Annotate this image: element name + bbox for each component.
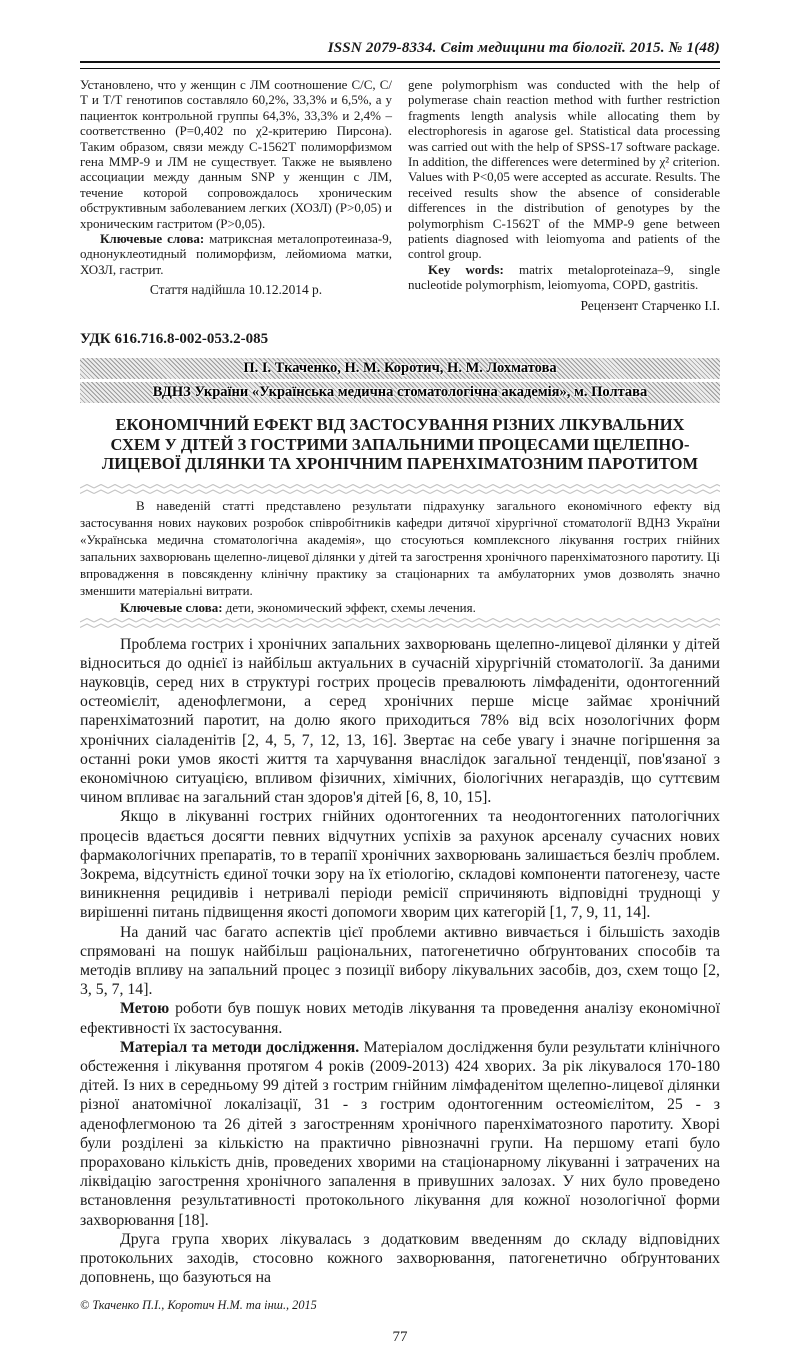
article-body [80,635,720,1288]
affiliation-line: ВДНЗ України «Українська медична стоматологічна академія», м. Полтава [80,382,720,403]
right-column-body: gene polymorphism was conducted with the help of polymerase chain reaction method with further restriction fragments length analysis while allocating them by electrophoresis in agarose gel. Statistical data processing was carried out with the help of SPSS-17 software package. In addition, the differences were determined by χ² criterion. Values with P<0,05 were accepted as accurate. Results. The received results show the absence of considerable differences in the distribution of genotypes by the polymorphism C-1562T of the MMP-9 gene between patients diagnosed with leiomyoma and patients of the control group. [408,77,720,262]
keywords-label: Key words: [428,261,504,277]
body-paragraph [80,635,720,808]
left-column-body: Установлено, что у женщин с ЛМ соотношение С/С, С/Т и Т/Т генотипов составляло 60,2%, 33,3% и 6,5%, а у пациенток контрольной группы 64,3%, 33,3% и 2,4% – соответственно (Р=0,402 по χ2-критерию Пирсона). Таким образом, связи между С-1562Т полиморфизмом гена ММР-9 и ЛМ не существует. Также не выявлено ассоциации между данным SNP у женщин с ЛМ, течение которой сопровождалось хроническим обструктивным заболеванием легких (ХОЗЛ) (Р>0,05) и хроническим гастритом (Р>0,05). [80,77,392,231]
body-paragraph [80,807,720,922]
page-number: 77 [392,1328,408,1345]
body-paragraph [80,1230,720,1288]
keywords-label: Ключевые слова: [120,599,223,615]
keywords-text: matrix metaloproteinaza–9, single nucleotide polymorphism, leiomyoma, COPD, gastritis. [408,261,720,293]
paragraph-text: Проблема гострих і хронічних запальних захворювань щелепно-лицевої ділянки у дітей відноситься до однієї із найбільш актуальних в сучасній хірургічній стоматології. За даними науковців, серед них в структурі гострих процесів превалюють лімфаденіти, одонтогенний остеомієліт, аденофлегмони, а серед хронічних перше місце займає хронічний паренхіматозний паротит, на долю якого приходиться 78% від всіх нозологічних форм хронічних сіаладенітів [2, 4, 5, 7, 12, 13, 16]. Звертає на себе увагу і значне погіршення за останні роки умов якості життя та харчування внаслідок загальної тенденції, пов'язаної з економічною ситуацією, впливом фізичних, хімічних, біологічних негараздів, що суттєвим чином впливає на загальний стан здоров'я дітей [6, 8, 10, 15]. [80,635,720,807]
paragraph-text: На даний час багато аспектів цієї проблеми активно вивчається і більшість заходів спрямовані на пошук найбільш раціональних, патогенетично обґрунтованих способів та методів впливу на запальний процес з позиції вибору лікувальних засобів, доз, схем тощо [2, 3, 5, 7, 14]. [80,923,720,999]
article-reviewer: Рецензент Старченко І.І. [580,297,720,313]
right-column-keywords [408,262,720,293]
authors-box [80,358,720,403]
paragraph-text: Друга група хворих лікувалась з додатковим введенням до складу відповідних протокольних заходів, стосовно кожного захворювання, патогенетично обґрунтованих доповнень, що базуються на [80,1230,720,1287]
body-paragraph [80,923,720,1000]
authors-line: П. І. Ткаченко, Н. М. Коротич, Н. М. Лохматова [80,358,720,379]
zigzag-border-bottom [80,618,720,629]
page-header [80,40,720,69]
body-paragraph [80,999,720,1037]
abstract-block [80,497,720,616]
right-column [408,77,720,313]
left-column [80,77,392,313]
left-column-keywords [80,231,392,277]
abstract-text: В наведеній статті представлено результати підрахунку загального економічного ефекту від застосування нових наукових розробок співробітників кафедри дитячої хірургічної стоматології ВДНЗ України «Українська медична стоматологічна академія», що стосуються комплексного лікування гострих гнійних запальних захворювань щелепно-лицевої ділянки у дітей та загострення хронічного паренхіматозного паротиту. Ці впровадження в повсякденну клінічну практику за стаціонарних та амбулаторних умов дозволять значно зменшити матеріальні витрати. [80,497,720,598]
paragraph-text: Матеріалом дослідження були результати клінічного обстеження і лікування протягом 4 років (2009-2013) 424 хворих. За рік лікувалося 170-180 дітей. Із них в середньому 99 дітей з гострим гнійним лімфаденітом щелепно-лицевої ділянки різної анатомічної локалізації, 31 - з гострим одонтогенним остеомієлітом, 25 - з аденофлегмоною та 26 дітей з загостренням хронічного паренхіматозного паротиту. Хворі були розділені за кількістю на практично рівнозначні групи. На першому етапі було прораховано кількість днів, проведених хворими на стаціонарному лікуванні і затрачених на ліквідацію загострення хронічного запалення в привушних залозах. У них було проведено встановлення результативності протокольного лікування для кожної нозологічної форми захворювання [18]. [80,1038,721,1229]
paragraph-text: Якщо в лікуванні гострих гнійних одонтогенних та неодонтогенних патологічних процесів вдається досягти певних відчутних успіхів за рахунок арсеналу сучасних нових фармакологічних препаратів, то в терапії хронічних захворювань залишається безліч проблем. Зокрема, відсутність єдиної точки зору на їх етіологію, складові компоненти патогенезу, часте виникнення рецидивів і нетривалі періоди ремісії спричиняють відповідні труднощі у вирішенні питань підвищення якості допомоги хворим цих категорій [1, 7, 9, 11, 14]. [80,808,720,922]
article-received-date: Стаття надійшла 10.12.2014 р. [149,282,323,298]
issn-journal-line: ISSN 2079-8334. Світ медицини та біології. 2015. № 1(48) [327,40,720,56]
previous-article-tail [80,77,720,313]
body-paragraph [80,1038,720,1230]
journal-page [80,0,720,1346]
paragraph-lead: Метою [120,1000,170,1018]
abstract-keywords [80,599,720,616]
keywords-text: дети, экономический эффект, схемы лечения. [222,599,476,615]
article-title: ЕКОНОМІЧНИЙ ЕФЕКТ ВІД ЗАСТОСУВАННЯ РІЗНИХ ЛІКУВАЛЬНИХ СХЕМ У ДІТЕЙ З ГОСТРИМИ ЗАПАЛЬНИМИ ПРОЦЕСАМИ ЩЕЛЕПНО-ЛИЦЕВОЇ ДІЛЯНКИ ТА ХРОНІЧНИМ ПАРЕНХІМАТОЗНИМ ПАРОТИТОМ [101,415,699,474]
zigzag-border-top [80,484,720,495]
copyright-note: © Ткаченко П.І., Коротич Н.М. та інш., 2015 [80,1297,317,1312]
paragraph-text: роботи був пошук нових методів лікування та проведення аналізу економічної ефективності їх застосування. [80,1000,720,1037]
header-double-rule [80,61,720,69]
keywords-label: Ключевые слова: [100,231,205,247]
keywords-text: матриксная металопротеиназа-9, однонуклеотидный полиморфизм, лейомиома матки, ХОЗЛ, гастрит. [80,231,393,277]
udc-code: УДК 616.716.8-002-053.2-085 [80,331,269,348]
paragraph-lead: Матеріал та методи дослідження. [120,1038,360,1056]
